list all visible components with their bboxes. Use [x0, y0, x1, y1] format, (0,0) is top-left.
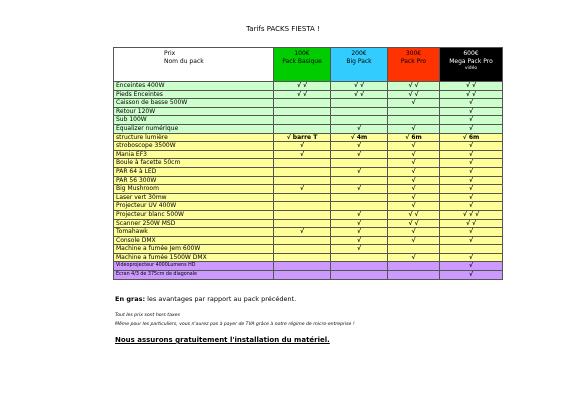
table-row [114, 210, 503, 219]
row-check-cell: √ √ [274, 82, 331, 91]
table-row [114, 245, 503, 254]
row-item-label: PAR 64 à LED [114, 167, 274, 176]
row-check-cell: √ √ [331, 90, 388, 99]
row-item-label: Console DMX [114, 236, 274, 245]
row-check-cell: √ √ [388, 90, 440, 99]
row-check-cell [331, 202, 388, 211]
row-check-cell: √ [440, 228, 503, 237]
row-item-label: Pieds Enceintes [114, 90, 274, 99]
legend-note [115, 295, 296, 303]
row-check-cell: √ [440, 107, 503, 116]
row-check-cell [274, 245, 331, 254]
row-check-cell: √ 6m [388, 133, 440, 142]
row-item-label: Mania EF3 [114, 150, 274, 159]
row-check-cell [331, 99, 388, 108]
row-check-cell: √ 6m [440, 133, 503, 142]
pack-price: 600€ [463, 50, 479, 57]
row-item-label: Ecran 4/3 de 375cm de diagonale [114, 271, 274, 280]
row-check-cell [331, 262, 388, 271]
row-check-cell [388, 245, 440, 254]
row-check-cell: √ [388, 99, 440, 108]
table-row [114, 124, 503, 133]
row-check-cell [274, 107, 331, 116]
header-pack-pro [388, 48, 440, 82]
row-check-cell: √ [274, 150, 331, 159]
row-check-cell: √ [388, 159, 440, 168]
table-row [114, 228, 503, 237]
row-check-cell [274, 159, 331, 168]
row-check-cell: √ [440, 159, 503, 168]
row-check-cell: √ √ [440, 219, 503, 228]
header-pack-label: Nom du pack [164, 58, 204, 65]
table-row [114, 185, 503, 194]
pack-name: Mega Pack Pro [449, 58, 493, 65]
row-check-cell: √ [331, 228, 388, 237]
table-row [114, 99, 503, 108]
pack-price: 200€ [351, 50, 367, 57]
row-check-cell: √ [440, 236, 503, 245]
table-row [114, 219, 503, 228]
row-check-cell [331, 107, 388, 116]
row-check-cell: √ [440, 253, 503, 262]
row-check-cell [274, 262, 331, 271]
pack-price: 300€ [405, 50, 422, 57]
table-header-row [114, 48, 503, 82]
row-check-cell: √ [440, 176, 503, 185]
row-check-cell [274, 253, 331, 262]
row-item-label: Equalizer numérique [114, 124, 274, 133]
row-check-cell: √ [331, 245, 388, 254]
row-item-label: Enceintes 400W [114, 82, 274, 91]
row-check-cell: √ [331, 150, 388, 159]
row-check-cell [274, 202, 331, 211]
row-check-cell: √ barre T [274, 133, 331, 142]
table-row [114, 82, 503, 91]
row-check-cell: √ √ [274, 90, 331, 99]
pack-name: Big Pack [346, 58, 372, 65]
pack-extra: vidéo [464, 66, 478, 71]
row-check-cell: √ [388, 236, 440, 245]
row-item-label: Scanner 250W MSD [114, 219, 274, 228]
table-row [114, 142, 503, 151]
row-check-cell [388, 262, 440, 271]
row-check-cell: √ [274, 142, 331, 151]
row-check-cell [274, 176, 331, 185]
row-check-cell: √ [388, 142, 440, 151]
row-check-cell [331, 271, 388, 280]
row-check-cell: √ [331, 185, 388, 194]
installation-note: Nous assurons gratuitement l'installation du matériel. [115, 336, 330, 344]
row-check-cell [274, 167, 331, 176]
legend-bold: En gras: [115, 295, 146, 303]
table-row [114, 193, 503, 202]
row-check-cell [274, 210, 331, 219]
row-check-cell: √ [331, 219, 388, 228]
row-check-cell: √ √ [440, 90, 503, 99]
row-check-cell [331, 193, 388, 202]
row-check-cell: √ [388, 185, 440, 194]
table-row [114, 176, 503, 185]
table-row [114, 150, 503, 159]
header-mega-pack-pro [440, 48, 503, 82]
table-row [114, 271, 503, 280]
row-check-cell: √ √ √ [440, 210, 503, 219]
table-row [114, 253, 503, 262]
row-item-label: Projecteur blanc 500W [114, 210, 274, 219]
table-row [114, 167, 503, 176]
row-check-cell [274, 219, 331, 228]
tax-note-1: Tout les prix sont hors taxes [115, 313, 180, 318]
row-check-cell: √ [331, 167, 388, 176]
row-check-cell: √ [331, 236, 388, 245]
row-check-cell: √ [440, 142, 503, 151]
row-check-cell: √ [331, 124, 388, 133]
row-check-cell: √ [440, 271, 503, 280]
row-check-cell: √ [440, 116, 503, 125]
row-check-cell: √ [331, 142, 388, 151]
row-check-cell: √ [331, 210, 388, 219]
row-check-cell [388, 271, 440, 280]
row-item-label: Caisson de basse 500W [114, 99, 274, 108]
row-check-cell: √ [440, 167, 503, 176]
row-item-label: Tomahawk [114, 228, 274, 237]
row-item-label: Machine a fumée Jem 600W [114, 245, 274, 254]
row-check-cell: √ [388, 253, 440, 262]
row-check-cell: √ √ [331, 82, 388, 91]
table-row [114, 116, 503, 125]
row-check-cell: √ [274, 185, 331, 194]
header-label-cell [114, 48, 274, 82]
row-item-label: stroboscope 3500W [114, 142, 274, 151]
row-check-cell [440, 245, 503, 254]
row-check-cell [331, 159, 388, 168]
row-check-cell [388, 107, 440, 116]
row-check-cell: √ [440, 124, 503, 133]
row-check-cell: √ [440, 193, 503, 202]
row-item-label: Big Mushroom [114, 185, 274, 194]
row-check-cell: √ [440, 150, 503, 159]
row-check-cell [331, 176, 388, 185]
row-item-label: Machine a fumée 1500W DMX [114, 253, 274, 262]
row-item-label: Boule à facette 50cm [114, 159, 274, 168]
table-row [114, 202, 503, 211]
row-item-label: PAR 56 300W [114, 176, 274, 185]
row-check-cell: √ [388, 150, 440, 159]
row-check-cell: √ [440, 262, 503, 271]
row-check-cell: √ [388, 228, 440, 237]
table-row [114, 133, 503, 142]
row-check-cell: √ [388, 176, 440, 185]
table-row [114, 107, 503, 116]
row-check-cell: √ 4m [331, 133, 388, 142]
row-item-label: Vidéoprojecteur 4000Lumens HD [114, 262, 274, 271]
row-item-label: Sub 100W [114, 116, 274, 125]
row-check-cell: √ [440, 185, 503, 194]
row-item-label: Projecteur UV 400W [114, 202, 274, 211]
row-check-cell: √ [274, 228, 331, 237]
row-check-cell: √ √ [440, 82, 503, 91]
row-check-cell [274, 124, 331, 133]
row-check-cell [274, 271, 331, 280]
header-big-pack [331, 48, 388, 82]
row-check-cell [274, 99, 331, 108]
table-row [114, 159, 503, 168]
row-item-label: structure lumière [114, 133, 274, 142]
table-row [114, 90, 503, 99]
row-check-cell [388, 116, 440, 125]
row-check-cell [274, 116, 331, 125]
row-item-label: Laser vert 30mw [114, 193, 274, 202]
pricing-table [113, 47, 503, 280]
pack-name: Pack Basique [282, 58, 322, 65]
header-price-label: Prix [164, 50, 176, 57]
row-check-cell: √ [388, 202, 440, 211]
row-check-cell [331, 253, 388, 262]
table-row [114, 262, 503, 271]
page-title: Tarifs PACKS FIESTA ! [246, 25, 320, 33]
row-item-label: Retour 120W [114, 107, 274, 116]
pack-name: Pack Pro [400, 58, 427, 65]
row-check-cell [274, 193, 331, 202]
tax-note-2: Même pour les particuliers, vous n'aurez pas à payer de TVA grâce à notre régime de micro-entreprise ! [115, 322, 355, 327]
row-check-cell: √ [440, 202, 503, 211]
row-check-cell: √ [440, 99, 503, 108]
row-check-cell: √ √ [388, 82, 440, 91]
table-row [114, 236, 503, 245]
row-check-cell: √ [388, 193, 440, 202]
row-check-cell: √ [388, 124, 440, 133]
row-check-cell [274, 236, 331, 245]
legend-text: les avantages par rapport au pack précédent. [145, 295, 297, 303]
header-pack-basique [274, 48, 331, 82]
row-check-cell: √ √ [388, 210, 440, 219]
row-check-cell: √ [388, 167, 440, 176]
row-check-cell [331, 116, 388, 125]
pack-price: 100€ [294, 50, 310, 57]
row-check-cell: √ √ [388, 219, 440, 228]
